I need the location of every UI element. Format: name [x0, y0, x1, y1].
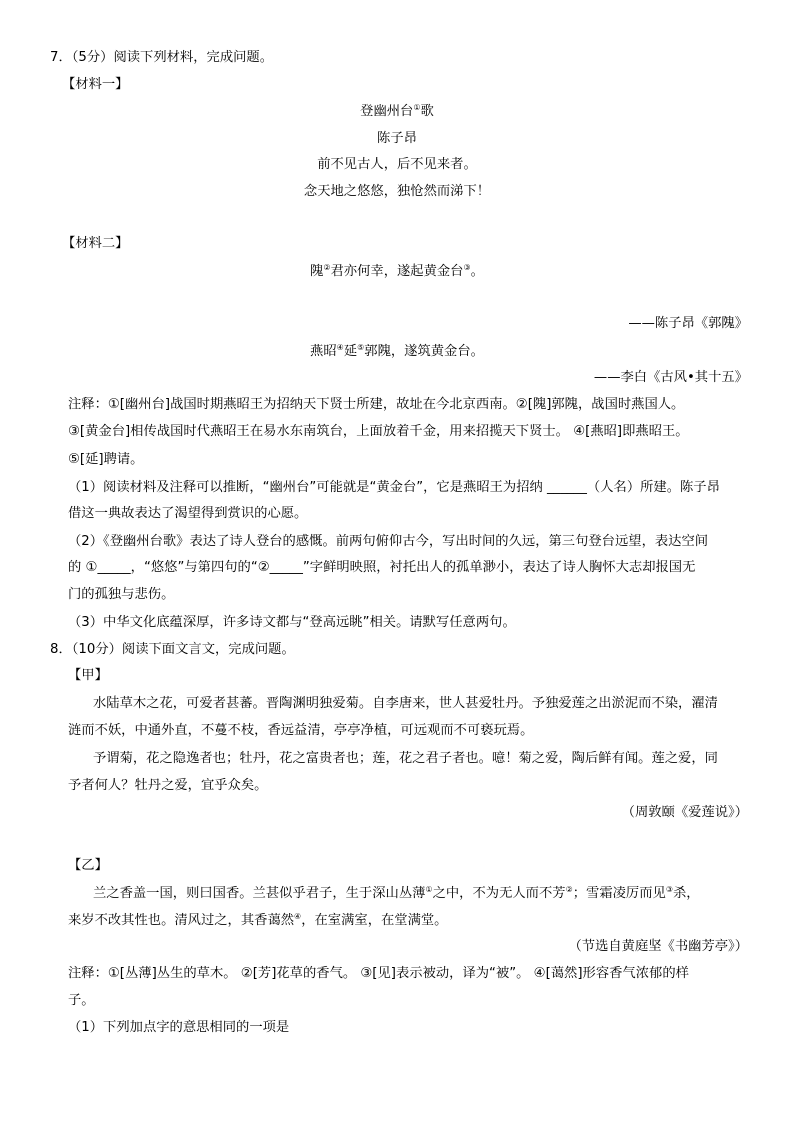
q8-header: 8．（10分）阅读下面文言文，完成问题。	[50, 642, 295, 657]
poem-line: 前不见古人，后不见来者。	[317, 157, 477, 172]
passage-line: 水陆草木之花，可爱者甚蕃。晋陶渊明独爱菊。自李唐来，世人甚爱牡丹。予独爱莲之出淤泥而不染，濯清	[93, 696, 718, 711]
passage-jia-label: 【甲】	[68, 668, 108, 683]
passage-yi-label: 【乙】	[68, 858, 108, 873]
material-2-quote: 燕昭④延⑤郭隗，遂筑黄金台。	[310, 343, 484, 359]
notes-line: 注释：①[丛薄]丛生的草木。 ②[芳]花草的香气。 ③[见]表示被动，译为“被”。 ④[蔼然]形容香气浓郁的样	[68, 966, 689, 981]
passage-source: （周敦颐《爱莲说》）	[621, 805, 748, 820]
material-2-source: ——陈子昂《郭隗》	[628, 316, 748, 331]
poem-line: 念天地之悠悠，独怆然而涕下！	[303, 184, 491, 199]
poem-title: 登幽州台①歌	[360, 103, 434, 119]
passage-source: （节选自黄庭坚《书幽芳亭》）	[568, 939, 748, 954]
material-2-quote: 隗②君亦何幸，遂起黄金台③。	[310, 263, 484, 279]
sub-question-1: （1）阅读材料及注释可以推断，“幽州台”可能就是“黄金台”，它是燕昭王为招纳 ______（人名）所建。陈子昂	[68, 480, 720, 495]
notes-line: 注释：①[幽州台]战国时期燕昭王为招纳天下贤士所建，故址在今北京西南。②[隗]郭隗，战国时燕国人。	[68, 397, 685, 412]
sub-question-1-cont: 借这一典故表达了渴望得到赏识的心愿。	[68, 506, 308, 521]
notes-line: ③[黄金台]相传战国时代燕昭王在易水东南筑台，上面放着千金，用来招揽天下贤士。 ④[燕昭]即燕昭王。	[68, 424, 689, 439]
sub-question-3: （3）中华文化底蕴深厚，许多诗文都与“登高远眺”相关。请默写任意两句。	[68, 615, 516, 630]
material-2-source: ——李白《古风•其十五》	[593, 370, 748, 385]
notes-line: 子。	[68, 993, 95, 1008]
sub-question-2-cont: 的 ①_____，“悠悠”与第四句的“②_____”字鲜明映照，衬托出人的孤单渺小，表达了诗人胸怀大志却报国无	[68, 560, 696, 575]
passage-line: 兰之香盖一国，则曰国香。兰甚似乎君子，生于深山丛薄①之中，不为无人而不芳②；雪霜凌厉而见③杀，	[93, 885, 700, 901]
q7-header: 7．（5分）阅读下列材料，完成问题。	[50, 50, 274, 65]
material-1-label: 【材料一】	[62, 77, 129, 92]
material-2-label: 【材料二】	[62, 236, 129, 251]
poem-author: 陈子昂	[377, 131, 417, 146]
notes-line: ⑤[延]聘请。	[68, 452, 144, 467]
passage-line: 涟而不妖，中通外直，不蔓不枝，香远益清，亭亭净植，可远观而不可亵玩焉。	[68, 723, 534, 738]
sub-question-2-cont: 门的孤独与悲伤。	[68, 587, 175, 602]
sub-question-1: （1）下列加点字的意思相同的一项是	[68, 1020, 290, 1035]
passage-line: 来岁不改其性也。清风过之，其香蔼然④，在室满室，在堂满堂。	[68, 912, 448, 928]
sub-question-2: （2）《登幽州台歌》表达了诗人登台的感慨。前两句俯仰古今，写出时间的久远，第三句登台远望，表达空间	[68, 534, 709, 549]
passage-line: 予谓菊，花之隐逸者也；牡丹，花之富贵者也；莲，花之君子者也。噫！菊之爱，陶后鲜有闻。莲之爱，同	[93, 751, 718, 766]
passage-line: 予者何人？牡丹之爱，宜乎众矣。	[68, 778, 268, 793]
